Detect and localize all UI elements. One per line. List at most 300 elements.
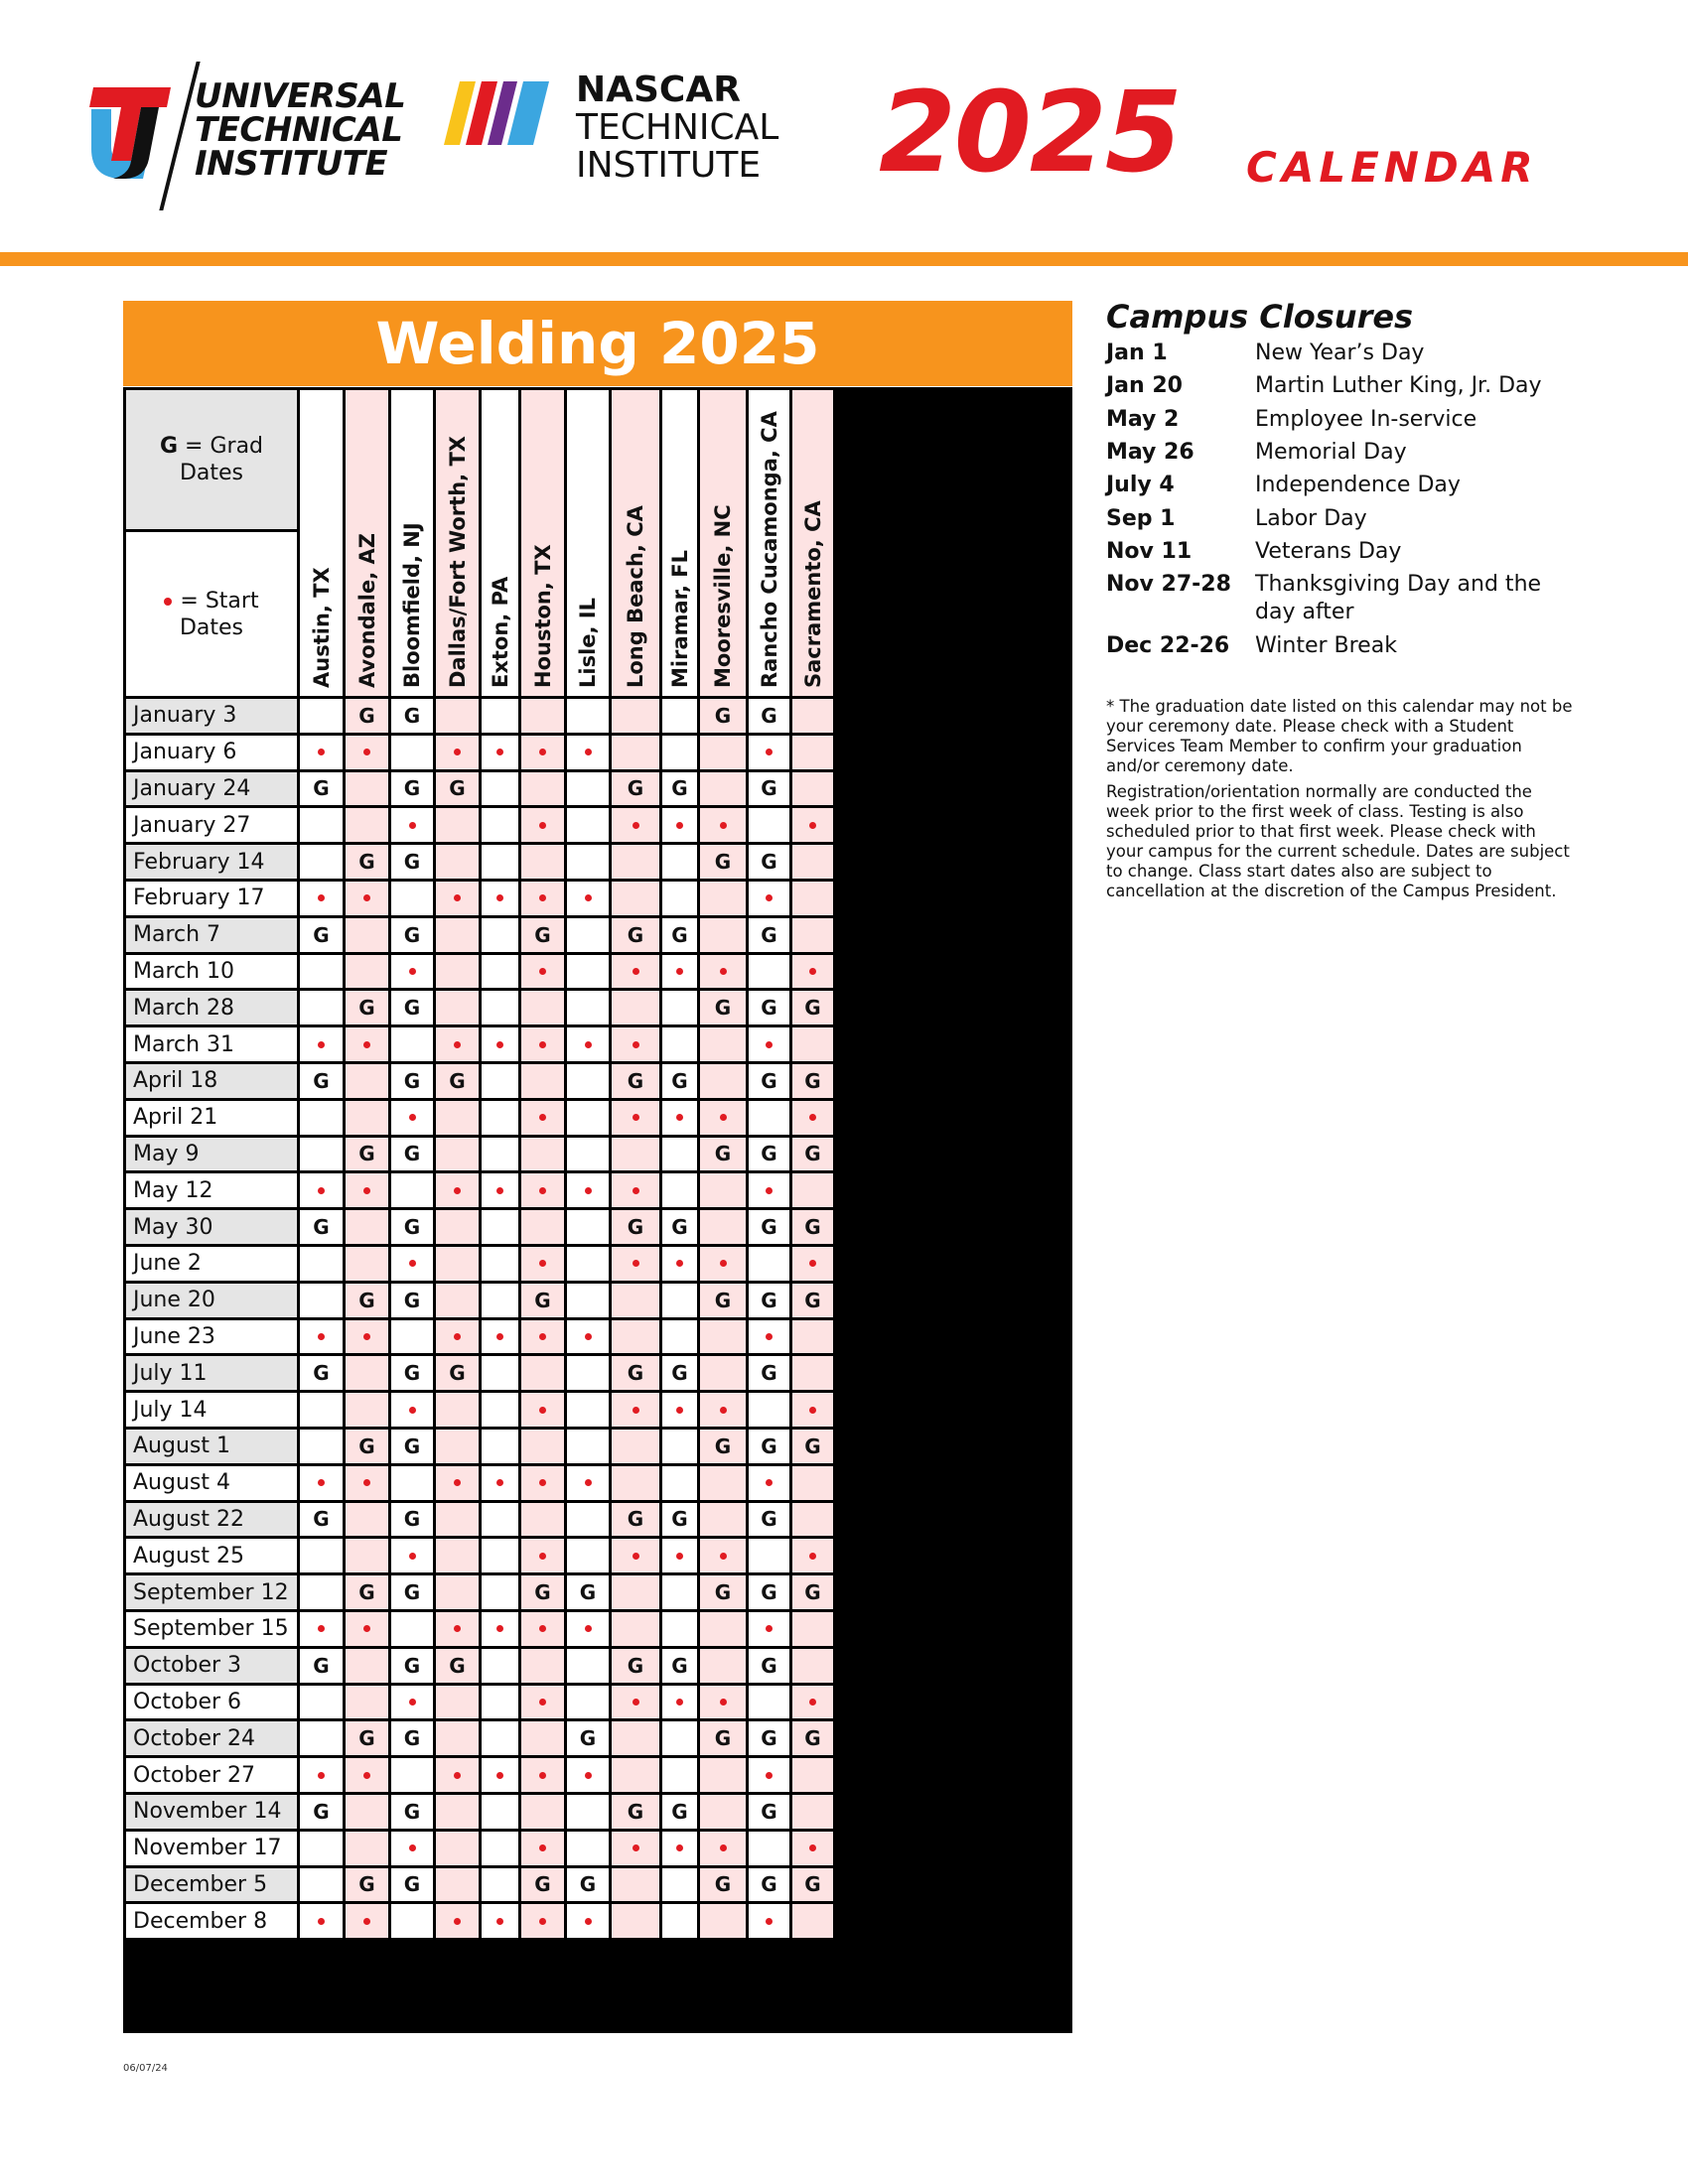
schedule-cell	[792, 1393, 833, 1427]
schedule-cell	[792, 1247, 833, 1281]
grad-mark: G	[761, 1872, 777, 1897]
schedule-cell	[792, 699, 833, 733]
grad-mark: G	[761, 1726, 777, 1751]
grad-mark: G	[761, 922, 777, 947]
schedule-cell	[346, 1795, 388, 1829]
schedule-cell	[567, 1503, 609, 1537]
schedule-cell	[300, 1466, 343, 1500]
schedule-cell	[436, 1832, 479, 1865]
schedule-cell	[346, 1466, 388, 1500]
grad-mark: G	[804, 996, 821, 1021]
schedule-cell	[700, 991, 746, 1024]
schedule-cell	[436, 1027, 479, 1061]
schedule-cell	[436, 1210, 479, 1244]
schedule-cell	[346, 1247, 388, 1281]
date-label: April 18	[126, 1064, 297, 1098]
schedule-cell	[792, 1356, 833, 1390]
start-dot-icon	[766, 894, 773, 901]
schedule-cell	[300, 1832, 343, 1865]
grad-mark: G	[671, 1361, 688, 1386]
schedule-cell	[749, 918, 789, 952]
grad-mark: G	[449, 1068, 466, 1093]
schedule-cell	[662, 1393, 697, 1427]
schedule-cell	[700, 1284, 746, 1317]
grad-mark: G	[627, 1653, 644, 1678]
schedule-cell	[482, 1795, 518, 1829]
schedule-cell	[346, 1649, 388, 1683]
schedule-cell	[482, 1101, 518, 1135]
grad-mark: G	[403, 1361, 421, 1386]
start-dot-icon	[454, 1625, 461, 1632]
start-dot-icon	[539, 1772, 546, 1779]
start-dot-icon	[454, 749, 461, 755]
schedule-cell	[391, 1758, 433, 1792]
grad-mark: G	[449, 1653, 466, 1678]
schedule-cell	[700, 1539, 746, 1572]
date-label: July 11	[126, 1356, 297, 1390]
schedule-cell	[662, 882, 697, 915]
schedule-cell	[792, 1064, 833, 1098]
closure-name: Martin Luther King, Jr. Day	[1255, 373, 1542, 399]
schedule-cell	[662, 1868, 697, 1902]
campus-header	[436, 390, 479, 696]
grad-mark: G	[358, 996, 375, 1021]
date-label: March 10	[126, 955, 297, 989]
schedule-cell	[700, 736, 746, 769]
schedule-cell	[662, 1027, 697, 1061]
schedule-cell	[482, 1356, 518, 1390]
start-dot-icon	[454, 1772, 461, 1779]
schedule-cell	[749, 1904, 789, 1938]
schedule-cell	[792, 1503, 833, 1537]
schedule-cell	[346, 1539, 388, 1572]
schedule-cell	[612, 1101, 659, 1135]
schedule-cell	[391, 1247, 433, 1281]
grad-mark: G	[714, 996, 732, 1021]
grad-legend	[126, 390, 297, 529]
grad-mark: G	[714, 1580, 732, 1605]
grad-mark: G	[761, 1142, 777, 1166]
campus-header	[300, 390, 343, 696]
closure-date: Nov 11	[1106, 538, 1193, 564]
schedule-cell	[521, 1210, 564, 1244]
closures-title: Campus Closures	[1106, 298, 1414, 336]
grad-mark: G	[761, 1361, 777, 1386]
schedule-cell	[436, 1904, 479, 1938]
grad-mark: G	[579, 1872, 597, 1897]
schedule-cell	[482, 1173, 518, 1207]
campus-label: Avondale, AZ	[354, 533, 379, 688]
start-dot-icon	[318, 1625, 325, 1632]
start-dot-icon	[454, 1333, 461, 1340]
date-label: May 30	[126, 1210, 297, 1244]
start-dot-icon	[454, 1918, 461, 1925]
schedule-cell	[662, 1503, 697, 1537]
start-dot-icon	[496, 749, 503, 755]
schedule-cell	[521, 1795, 564, 1829]
schedule-cell	[612, 1686, 659, 1719]
start-dot-icon	[363, 1187, 370, 1194]
schedule-cell	[662, 772, 697, 806]
start-dot-icon	[809, 1260, 816, 1267]
schedule-cell	[662, 1904, 697, 1938]
closure-date: Nov 27-28	[1106, 572, 1231, 598]
schedule-cell	[391, 918, 433, 952]
schedule-cell	[521, 808, 564, 842]
schedule-cell	[700, 1795, 746, 1829]
grad-mark: G	[714, 1726, 732, 1751]
start-dot-icon	[409, 1844, 416, 1851]
start-dot-icon	[766, 1772, 773, 1779]
grad-mark: G	[804, 1433, 821, 1458]
date-label: August 25	[126, 1539, 297, 1572]
schedule-cell	[391, 1721, 433, 1755]
schedule-cell	[482, 1758, 518, 1792]
schedule-cell	[300, 772, 343, 806]
grad-mark: G	[358, 1580, 375, 1605]
graduation-note: * The graduation date listed on this calendar may not be your ceremony date. Please check with a Student Services Team Member to confirm your graduation and/or ceremony date.	[1106, 697, 1573, 775]
grad-mark: G	[313, 1507, 330, 1532]
schedule-cell	[436, 1868, 479, 1902]
schedule-cell	[567, 1758, 609, 1792]
grad-mark: G	[403, 1507, 421, 1532]
schedule-cell	[436, 699, 479, 733]
schedule-cell	[300, 1027, 343, 1061]
schedule-cell	[749, 1138, 789, 1171]
start-dot-icon	[585, 1479, 592, 1486]
schedule-cell	[436, 882, 479, 915]
schedule-cell	[521, 1320, 564, 1354]
start-dot-icon	[318, 1772, 325, 1779]
schedule-cell	[749, 1758, 789, 1792]
schedule-cell	[346, 1320, 388, 1354]
start-dot-icon	[539, 1479, 546, 1486]
start-dot-icon	[539, 1187, 546, 1194]
grad-mark: G	[761, 1433, 777, 1458]
schedule-cell	[749, 1284, 789, 1317]
grad-legend-label-2: Dates	[179, 461, 244, 485]
schedule-cell	[521, 882, 564, 915]
date-label: August 22	[126, 1503, 297, 1537]
start-dot-icon	[409, 1260, 416, 1267]
schedule-cell	[792, 736, 833, 769]
schedule-cell	[391, 1284, 433, 1317]
schedule-cell	[567, 1027, 609, 1061]
schedule-cell	[521, 1173, 564, 1207]
schedule-cell	[391, 1575, 433, 1609]
grad-mark: G	[761, 1288, 777, 1312]
grad-mark: G	[313, 922, 330, 947]
start-dot-icon	[539, 1260, 546, 1267]
schedule-cell	[436, 808, 479, 842]
schedule-cell	[521, 1027, 564, 1061]
schedule-cell	[300, 1430, 343, 1463]
schedule-cell	[346, 1284, 388, 1317]
grad-mark: G	[313, 1361, 330, 1386]
start-dot-icon	[809, 1699, 816, 1706]
schedule-cell	[391, 1101, 433, 1135]
start-dot-icon	[318, 1041, 325, 1048]
grad-mark: G	[403, 1068, 421, 1093]
start-dot-icon	[539, 1553, 546, 1560]
start-dot-icon	[539, 1407, 546, 1414]
schedule-cell	[346, 1904, 388, 1938]
grad-mark: G	[403, 1288, 421, 1312]
schedule-cell	[792, 1101, 833, 1135]
schedule-cell	[482, 1904, 518, 1938]
schedule-cell	[300, 955, 343, 989]
schedule-cell	[612, 1612, 659, 1646]
schedule-cell	[436, 1064, 479, 1098]
schedule-cell	[482, 1393, 518, 1427]
start-dot-icon	[633, 822, 639, 829]
schedule-cell	[482, 955, 518, 989]
schedule-cell	[346, 1575, 388, 1609]
schedule-cell	[436, 1284, 479, 1317]
schedule-cell	[391, 1356, 433, 1390]
schedule-cell	[300, 1686, 343, 1719]
grad-mark: G	[627, 1507, 644, 1532]
schedule-cell	[612, 991, 659, 1024]
schedule-cell	[482, 1247, 518, 1281]
schedule-cell	[700, 1612, 746, 1646]
schedule-cell	[391, 1064, 433, 1098]
closure-name: Thanksgiving Day and the day after	[1255, 572, 1542, 625]
schedule-cell	[436, 1612, 479, 1646]
schedule-cell	[482, 772, 518, 806]
schedule-cell	[612, 1247, 659, 1281]
schedule-cell	[482, 808, 518, 842]
closure-date: Jan 1	[1106, 341, 1168, 365]
grad-mark: G	[449, 1361, 466, 1386]
start-dot-icon	[720, 1699, 727, 1706]
uti-mark-icon	[83, 79, 173, 189]
start-dot-icon	[363, 749, 370, 755]
schedule-cell	[567, 1795, 609, 1829]
schedule-cell	[749, 1539, 789, 1572]
schedule-cell	[436, 845, 479, 879]
start-dot-icon	[766, 1041, 773, 1048]
start-dot-icon	[454, 1187, 461, 1194]
schedule-cell	[700, 1101, 746, 1135]
closure-date: Sep 1	[1106, 505, 1176, 531]
date-label: August 1	[126, 1430, 297, 1463]
grad-mark: G	[358, 850, 375, 875]
schedule-cell	[346, 1868, 388, 1902]
start-dot-icon	[809, 1114, 816, 1121]
schedule-cell	[391, 1503, 433, 1537]
grad-mark: G	[671, 1068, 688, 1093]
schedule-cell	[749, 1210, 789, 1244]
schedule-cell	[700, 1904, 746, 1938]
schedule-cell	[612, 1138, 659, 1171]
schedule-cell	[567, 1904, 609, 1938]
schedule-cell	[612, 1430, 659, 1463]
schedule-cell	[300, 1393, 343, 1427]
schedule-cell	[391, 955, 433, 989]
date-label: May 9	[126, 1138, 297, 1171]
schedule-cell	[749, 1101, 789, 1135]
schedule-cell	[700, 808, 746, 842]
schedule-cell	[436, 1686, 479, 1719]
grad-mark: G	[403, 1726, 421, 1751]
grad-mark: G	[627, 1361, 644, 1386]
schedule-cell	[436, 1539, 479, 1572]
schedule-cell	[482, 1027, 518, 1061]
schedule-cell	[792, 1539, 833, 1572]
schedule-cell	[749, 1430, 789, 1463]
grad-mark: G	[714, 1142, 732, 1166]
schedule-cell	[700, 1686, 746, 1719]
schedule-cell	[567, 1612, 609, 1646]
schedule-cell	[346, 1356, 388, 1390]
start-dot-icon	[585, 1041, 592, 1048]
schedule-cell	[792, 1284, 833, 1317]
campus-header	[662, 390, 697, 696]
registration-note: Registration/orientation normally are conducted the week prior to the first week of class. Testing is also scheduled prior to that first week. Please check with your campus for the current schedule. Dates are subject to change. Class start dates also are subject to cancellation at the discretion of the Campus President.	[1106, 782, 1570, 900]
campus-header	[612, 390, 659, 696]
schedule-cell	[749, 1686, 789, 1719]
schedule-cell	[662, 1758, 697, 1792]
start-dot-icon	[585, 894, 592, 901]
date-label: May 12	[126, 1173, 297, 1207]
campus-label: Rancho Cucamonga, CA	[757, 411, 781, 688]
schedule-cell	[567, 1868, 609, 1902]
schedule-cell	[482, 882, 518, 915]
start-dot-icon	[496, 1187, 503, 1194]
date-label: January 24	[126, 772, 297, 806]
campus-header	[700, 390, 746, 696]
start-dot-icon	[585, 1187, 592, 1194]
schedule-cell	[482, 1832, 518, 1865]
schedule-cell	[521, 1138, 564, 1171]
schedule-cell	[749, 1393, 789, 1427]
grad-mark: G	[403, 850, 421, 875]
schedule-cell	[436, 1393, 479, 1427]
start-dot-icon	[633, 1041, 639, 1048]
schedule-cell	[749, 1649, 789, 1683]
schedule-cell	[482, 1466, 518, 1500]
start-legend-label: = Start	[180, 588, 259, 614]
start-dot-icon	[676, 1699, 683, 1706]
schedule-cell	[391, 991, 433, 1024]
schedule-cell	[612, 845, 659, 879]
grad-mark: G	[761, 1507, 777, 1532]
start-dot-icon	[409, 1699, 416, 1706]
grad-mark: G	[761, 996, 777, 1021]
date-label: September 12	[126, 1575, 297, 1609]
closure-date: July 4	[1106, 473, 1175, 498]
date-label: January 27	[126, 808, 297, 842]
schedule-cell	[749, 1868, 789, 1902]
schedule-table	[123, 387, 1072, 2033]
grad-mark: G	[627, 1215, 644, 1240]
schedule-cell	[567, 1430, 609, 1463]
schedule-cell	[521, 1247, 564, 1281]
calendar-year: 2025	[879, 68, 1181, 198]
start-dot-icon	[496, 1772, 503, 1779]
grad-mark: G	[358, 1433, 375, 1458]
schedule-cell	[521, 1686, 564, 1719]
table-title: Welding 2025	[375, 310, 820, 377]
schedule-cell	[700, 772, 746, 806]
schedule-cell	[612, 882, 659, 915]
schedule-cell	[436, 1795, 479, 1829]
schedule-cell	[346, 1101, 388, 1135]
start-dot-icon	[766, 749, 773, 755]
grad-mark: G	[534, 1872, 551, 1897]
schedule-cell	[482, 845, 518, 879]
schedule-cell	[346, 882, 388, 915]
schedule-cell	[300, 1064, 343, 1098]
schedule-cell	[749, 808, 789, 842]
schedule-cell	[521, 1758, 564, 1792]
grad-mark: G	[358, 1872, 375, 1897]
date-label: October 6	[126, 1686, 297, 1719]
schedule-cell	[792, 1173, 833, 1207]
schedule-cell	[521, 1356, 564, 1390]
campus-label: Miramar, FL	[667, 550, 692, 688]
campus-header	[346, 390, 388, 696]
schedule-cell	[300, 845, 343, 879]
uti-word-1: UNIVERSAL	[195, 76, 406, 116]
schedule-cell	[567, 1138, 609, 1171]
schedule-cell	[612, 1795, 659, 1829]
start-dot-icon	[676, 1844, 683, 1851]
start-dot-icon	[720, 1114, 727, 1121]
schedule-cell	[792, 918, 833, 952]
schedule-cell	[436, 991, 479, 1024]
table-title-banner	[123, 301, 1072, 386]
grad-mark: G	[579, 1726, 597, 1751]
grad-mark: G	[313, 1799, 330, 1824]
start-dot-icon	[766, 1479, 773, 1486]
start-dot-icon	[363, 1772, 370, 1779]
start-dot-icon	[766, 1187, 773, 1194]
date-label: March 31	[126, 1027, 297, 1061]
campus-header	[749, 390, 789, 696]
schedule-cell	[662, 845, 697, 879]
nascar-bars-icon	[442, 79, 551, 149]
grad-mark: G	[714, 1872, 732, 1897]
schedule-cell	[521, 1064, 564, 1098]
schedule-cell	[662, 1138, 697, 1171]
schedule-cell	[662, 1795, 697, 1829]
schedule-cell	[612, 1832, 659, 1865]
schedule-cell	[567, 845, 609, 879]
schedule-cell	[436, 1430, 479, 1463]
schedule-cell	[612, 1320, 659, 1354]
start-dot-icon	[454, 1479, 461, 1486]
schedule-cell	[391, 772, 433, 806]
schedule-cell	[346, 1210, 388, 1244]
schedule-cell	[792, 1612, 833, 1646]
schedule-cell	[300, 1356, 343, 1390]
schedule-cell	[521, 1832, 564, 1865]
schedule-cell	[391, 1027, 433, 1061]
grad-mark: G	[313, 776, 330, 801]
schedule-cell	[700, 1356, 746, 1390]
schedule-cell	[700, 1138, 746, 1171]
schedule-cell	[700, 1430, 746, 1463]
campus-label: Bloomfield, NJ	[400, 522, 424, 688]
schedule-cell	[792, 991, 833, 1024]
schedule-cell	[567, 1284, 609, 1317]
schedule-cell	[567, 955, 609, 989]
schedule-cell	[300, 1575, 343, 1609]
schedule-cell	[436, 955, 479, 989]
start-dot-icon	[585, 1625, 592, 1632]
